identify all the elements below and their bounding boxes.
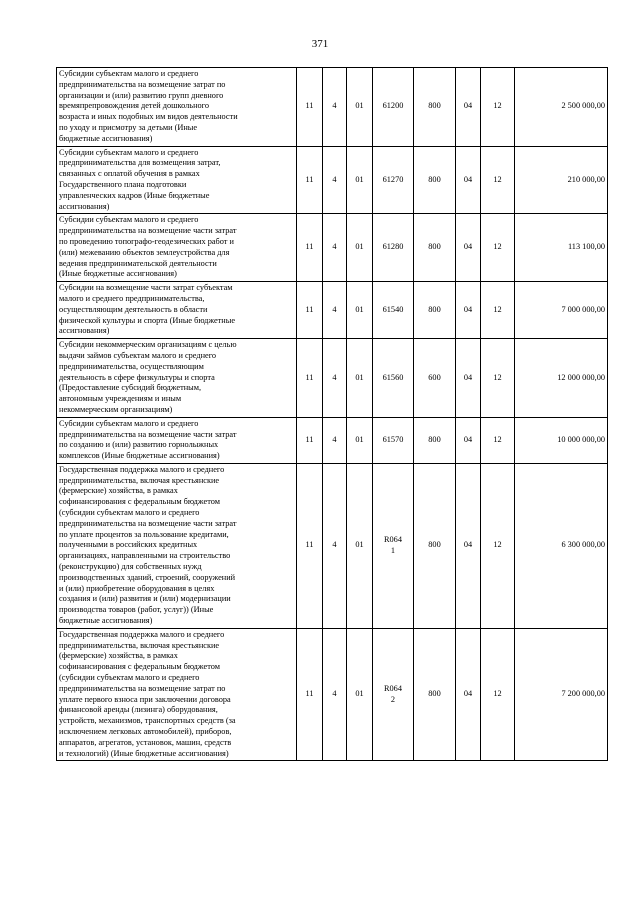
description-line: предпринимательства, осуществляющим: [59, 361, 204, 371]
description-line: производственных зданий, строений, сооружений: [59, 572, 236, 582]
table-row: [57, 68, 608, 147]
target-article-cell: R064 2: [373, 628, 414, 761]
code-cell-2: 4: [323, 146, 347, 214]
page-number: 371: [311, 38, 329, 50]
code-cell-1: 11: [297, 68, 323, 147]
description-line: (Иные бюджетные ассигнования): [59, 269, 177, 279]
section-cell: 04: [456, 214, 481, 282]
description-line: предпринимательства на возмещение части затрат: [59, 226, 237, 236]
code-cell-3: 01: [347, 146, 373, 214]
section-cell: 04: [456, 463, 481, 628]
description-cell: [57, 282, 297, 339]
code-cell-1: 11: [297, 214, 323, 282]
description-line: физической культуры и спорта (Иные бюджетные: [59, 315, 236, 325]
description-cell: [57, 214, 297, 282]
description-line: малого и среднего предпринимательства,: [59, 293, 205, 303]
description-line: осуществляющим деятельность в области: [59, 304, 208, 314]
target-article-cell: R064 1: [373, 463, 414, 628]
code-cell-2: 4: [323, 68, 347, 147]
code-cell-2: 4: [323, 282, 347, 339]
description-line: софинансирования с федеральным бюджетом: [59, 662, 220, 672]
description-line: управленческих кадров (Иные бюджетные: [59, 190, 210, 200]
table-row: [57, 214, 608, 282]
section-cell: 04: [456, 68, 481, 147]
expense-type-cell: 800: [414, 214, 456, 282]
table-row: [57, 146, 608, 214]
description-line: бюджетные ассигнования): [59, 133, 153, 143]
section-cell: 04: [456, 628, 481, 761]
description-line: ведения предпринимательской деятельности: [59, 258, 217, 268]
code-cell-1: 11: [297, 146, 323, 214]
description-line: полученными в российских кредитных: [59, 540, 198, 550]
table-row: [57, 417, 608, 463]
code-cell-2: 4: [323, 628, 347, 761]
description-line: по созданию и (или) развитию горнолыжных: [59, 440, 219, 450]
description-line: предпринимательства на возмещение затрат по: [59, 79, 226, 89]
code-cell-1: 11: [297, 417, 323, 463]
description-line: Государственная поддержка малого и среднего: [59, 629, 225, 639]
expense-type-cell: 800: [414, 463, 456, 628]
subsection-cell: 12: [481, 146, 515, 214]
description-cell: [57, 146, 297, 214]
description-line: (реконструкцию) для собственных нужд: [59, 562, 202, 572]
description-line: ассигнования): [59, 326, 110, 336]
subsection-cell: 12: [481, 463, 515, 628]
description-line: автономным учреждениям и иным: [59, 394, 182, 404]
subsection-cell: 12: [481, 417, 515, 463]
subsection-cell: 12: [481, 282, 515, 339]
description-line: и (или) приобретение оборудования в целях: [59, 583, 215, 593]
description-line: (субсидии субъектам малого и среднего: [59, 508, 200, 518]
description-line: и технологий) (Иные бюджетные ассигнования): [59, 748, 229, 758]
code-cell-2: 4: [323, 339, 347, 418]
description-line: комплексов (Иные бюджетные ассигнования): [59, 451, 220, 461]
expense-type-cell: 800: [414, 68, 456, 147]
budget-table: [56, 67, 608, 761]
amount-cell: 10 000 000,00: [515, 417, 608, 463]
table-row: [57, 628, 608, 761]
description-line: предпринимательства для возмещения затрат,: [59, 158, 221, 168]
description-line: (Предоставление субсидий бюджетным,: [59, 383, 202, 393]
description-line: бюджетные ассигнования): [59, 616, 153, 626]
description-line: Субсидии субъектам малого и среднего: [59, 69, 199, 78]
amount-cell: 7 000 000,00: [515, 282, 608, 339]
target-article-cell: 61560: [373, 339, 414, 418]
expense-type-cell: 800: [414, 146, 456, 214]
code-cell-3: 01: [347, 282, 373, 339]
subsection-cell: 12: [481, 628, 515, 761]
description-line: Субсидии некоммерческим организациям с целью: [59, 340, 237, 350]
description-line: организации и (или) развитию групп дневного: [59, 90, 224, 100]
target-article-cell: 61200: [373, 68, 414, 147]
expense-type-cell: 800: [414, 282, 456, 339]
amount-cell: 2 500 000,00: [515, 68, 608, 147]
description-line: Субсидии субъектам малого и среднего: [59, 418, 199, 428]
amount-cell: 113 100,00: [515, 214, 608, 282]
expense-type-cell: 800: [414, 417, 456, 463]
description-cell: [57, 68, 297, 147]
description-cell: [57, 417, 297, 463]
description-line: создания и (или) развития и (или) модернизации: [59, 594, 231, 604]
code-cell-3: 01: [347, 68, 373, 147]
description-line: предпринимательства на возмещение части затрат: [59, 429, 237, 439]
target-article-cell: 61570: [373, 417, 414, 463]
description-line: предпринимательства на возмещение затрат по: [59, 683, 226, 693]
description-line: предпринимательства на возмещение части затрат: [59, 518, 237, 528]
table-row: [57, 282, 608, 339]
description-line: времяпрепровождения детей дошкольного: [59, 101, 210, 111]
description-line: ассигнования): [59, 201, 110, 211]
section-cell: 04: [456, 339, 481, 418]
description-line: аппаратов, агрегатов, установок, машин, средств: [59, 737, 232, 747]
code-cell-3: 01: [347, 339, 373, 418]
target-article-cell: 61540: [373, 282, 414, 339]
description-line: связанных с оплатой обучения в рамках: [59, 169, 200, 179]
expense-type-cell: 600: [414, 339, 456, 418]
expense-type-cell: 800: [414, 628, 456, 761]
description-line: (субсидии субъектам малого и среднего: [59, 673, 200, 683]
description-line: предпринимательства, включая крестьянские: [59, 475, 220, 485]
section-cell: 04: [456, 417, 481, 463]
subsection-cell: 12: [481, 339, 515, 418]
amount-cell: 7 200 000,00: [515, 628, 608, 761]
amount-cell: 6 300 000,00: [515, 463, 608, 628]
description-line: Государственная поддержка малого и среднего: [59, 464, 225, 474]
description-line: устройств, механизмов, транспортных средств (за: [59, 716, 236, 726]
table-row: [57, 339, 608, 418]
code-cell-3: 01: [347, 463, 373, 628]
code-cell-1: 11: [297, 463, 323, 628]
description-line: Субсидии на возмещение части затрат субъектам: [59, 283, 233, 293]
description-line: (или) межеванию объектов землеустройства для: [59, 247, 230, 257]
description-line: финансовой аренды (лизинга) оборудования,: [59, 705, 218, 715]
subsection-cell: 12: [481, 214, 515, 282]
description-line: Субсидии субъектам малого и среднего: [59, 215, 199, 225]
description-line: по уходу и присмотру за детьми (Иные: [59, 122, 198, 132]
target-article-cell: 61270: [373, 146, 414, 214]
description-line: возраста и иных подобных им видов деятельности: [59, 112, 238, 122]
code-cell-3: 01: [347, 214, 373, 282]
description-line: Государственного плана подготовки: [59, 179, 187, 189]
code-cell-3: 01: [347, 628, 373, 761]
subsection-cell: 12: [481, 68, 515, 147]
description-line: предпринимательства, включая крестьянские: [59, 640, 220, 650]
amount-cell: 12 000 000,00: [515, 339, 608, 418]
description-line: (фермерские) хозяйства, в рамках: [59, 651, 178, 661]
description-line: (фермерские) хозяйства, в рамках: [59, 486, 178, 496]
description-line: организациях, направленными на строительство: [59, 551, 231, 561]
description-line: деятельность в сфере физкультуры и спорта: [59, 372, 215, 382]
code-cell-1: 11: [297, 282, 323, 339]
code-cell-2: 4: [323, 417, 347, 463]
code-cell-2: 4: [323, 463, 347, 628]
description-line: софинансирования с федеральным бюджетом: [59, 497, 220, 507]
description-cell: [57, 463, 297, 628]
section-cell: 04: [456, 282, 481, 339]
description-line: исключением легковых автомобилей), приборов,: [59, 727, 232, 737]
amount-cell: 210 000,00: [515, 146, 608, 214]
target-article-cell: 61280: [373, 214, 414, 282]
description-line: по проведению топографо-геодезических работ и: [59, 236, 234, 246]
code-cell-1: 11: [297, 339, 323, 418]
description-line: производства товаров (работ, услуг)) (Иные: [59, 605, 214, 615]
code-cell-2: 4: [323, 214, 347, 282]
description-line: некоммерческим организациям): [59, 404, 173, 414]
description-cell: [57, 339, 297, 418]
description-line: уплате первого взноса при заключении договора: [59, 694, 231, 704]
description-line: по уплате процентов за пользование кредитами,: [59, 529, 229, 539]
description-line: Субсидии субъектам малого и среднего: [59, 147, 199, 157]
description-cell: [57, 628, 297, 761]
table-row: [57, 463, 608, 628]
section-cell: 04: [456, 146, 481, 214]
description-line: выдачи займов субъектам малого и среднего: [59, 350, 217, 360]
code-cell-3: 01: [347, 417, 373, 463]
code-cell-1: 11: [297, 628, 323, 761]
